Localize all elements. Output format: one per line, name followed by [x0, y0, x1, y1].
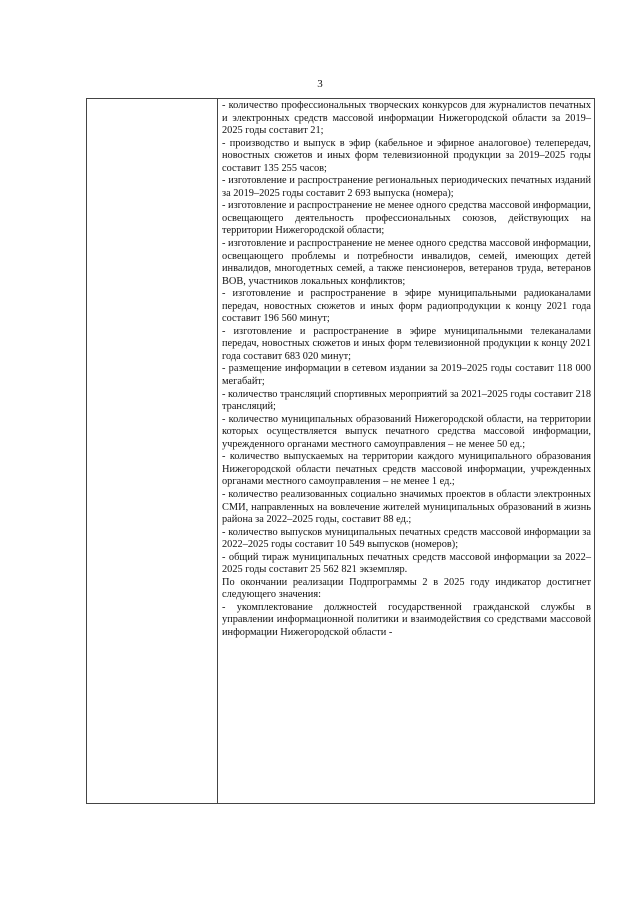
- paragraph: - изготовление и распространение не менее одного средства массовой информации, освещающего деятельность профессиональных союзов, действующих на территории Нижегородской области;: [222, 200, 591, 237]
- paragraph: - изготовление и распространение в эфире муниципальными телеканалами передач, новостных сюжетов и иных форм телевизионной продукции к концу 2021 года составит 683 020 минут;: [222, 325, 591, 362]
- paragraph: - изготовление и распространение в эфире муниципальными радиоканалами передач, новостных сюжетов и иных форм радиопродукции к концу 2021 года составит 196 560 минут;: [222, 288, 591, 325]
- page-number: 3: [317, 78, 323, 90]
- paragraph: - общий тираж муниципальных печатных средств массовой информации за 2022–2025 годы составит 25 562 821 экземпляр.: [222, 551, 591, 576]
- table-row: [87, 99, 595, 804]
- content-table: [86, 98, 595, 804]
- paragraph: - укомплектование должностей государственной гражданской службы в управлении информационной политики и взаимодействия со средствами массовой информации Нижегородской области -: [222, 601, 591, 638]
- paragraph: - количество выпусков муниципальных печатных средств массовой информации за 2022–2025 годы составит 10 549 выпусков (номеров);: [222, 526, 591, 551]
- paragraph: - производство и выпуск в эфир (кабельное и эфирное аналоговое) телепередач, новостных сюжетов и иных форм телевизионной продукции за 2019–2025 годы составит 135 255 часов;: [222, 137, 591, 174]
- paragraph: - изготовление и распространение региональных периодических печатных изданий за 2019–2025 годы составит 2 693 выпуска (номера);: [222, 175, 591, 199]
- paragraph: - количество трансляций спортивных мероприятий за 2021–2025 годы составит 218 трансляций;: [222, 388, 591, 413]
- paragraph: - количество муниципальных образований Нижегородской области, на территории которых осуществляется выпуск печатного средства массовой информации, учрежденного органами местного самоуправления – не менее 50 ед.;: [222, 413, 591, 450]
- content-cell: [218, 99, 595, 804]
- paragraph: - количество профессиональных творческих конкурсов для журналистов печатных и электронных средств массовой информации Нижегородской области за 2019–2025 годы составит 21;: [222, 100, 591, 137]
- paragraph: По окончании реализации Подпрограммы 2 в 2025 году индикатор достигнет следующего значения:: [222, 576, 591, 601]
- paragraph: - количество выпускаемых на территории каждого муниципального образования Нижегородской области печатных средств массовой информации, учрежденных органами местного самоуправления – не менее 1 ед.;: [222, 451, 591, 488]
- empty-left-cell: [87, 99, 218, 804]
- paragraph: - изготовление и распространение не менее одного средства массовой информации, освещающего проблемы и потребности инвалидов, семей, имеющих детей инвалидов, многодетных семей, а также пенсионеров, ветеранов труда, ветеранов ВОВ, участников локальных конфликтов;: [222, 238, 591, 287]
- paragraph: - размещение информации в сетевом издании за 2019–2025 годы составит 118 000 мегабайт;: [222, 363, 591, 388]
- paragraph: - количество реализованных социально значимых проектов в области электронных СМИ, направленных на вовлечение жителей муниципальных образований в жизнь района за 2022–2025 годы, составит 88 ед.;: [222, 488, 591, 526]
